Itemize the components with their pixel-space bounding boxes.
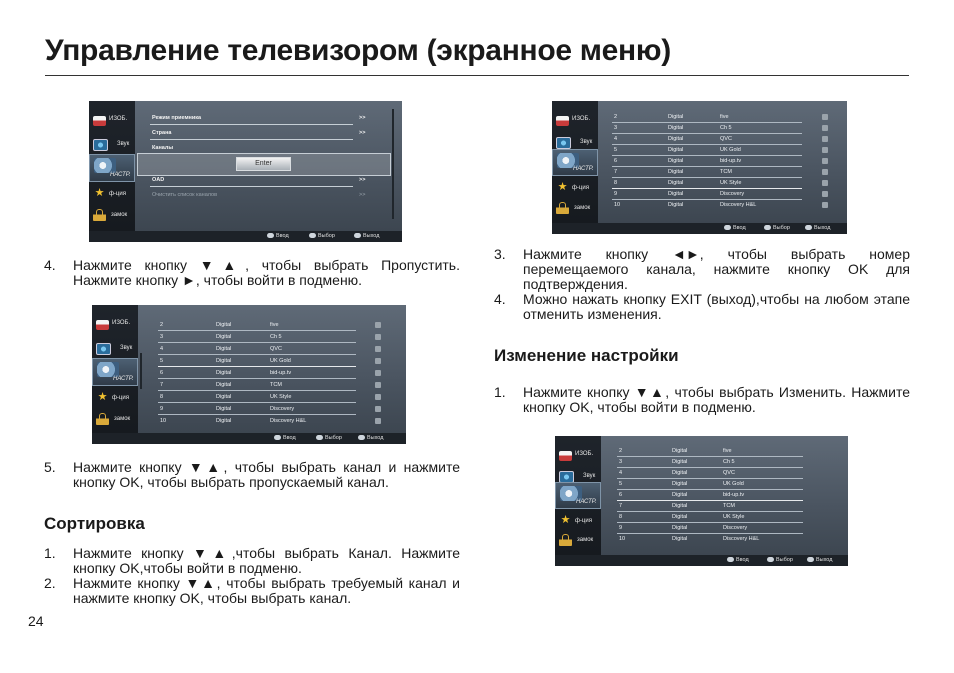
channel-number: 6 bbox=[619, 492, 623, 498]
channel-name: Discovery H&L bbox=[720, 202, 757, 208]
channel-number: 5 bbox=[160, 358, 164, 364]
channel-name: Discovery bbox=[270, 406, 295, 412]
channel-name: Ch 5 bbox=[720, 125, 732, 131]
step-text: Нажмите кнопку ▼▲, чтобы выбрать Пропустить. Нажмите кнопку ►, чтобы войти в подменю. bbox=[73, 257, 460, 288]
sidebar-label: НАСТР. bbox=[110, 172, 131, 178]
sidebar-label: НАСТР. bbox=[576, 499, 597, 505]
sidebar-item-lock[interactable] bbox=[89, 204, 135, 230]
channel-row[interactable] bbox=[552, 200, 847, 211]
channel-row[interactable] bbox=[92, 392, 406, 403]
channel-name: Discovery H&L bbox=[723, 536, 760, 542]
skip-checkbox[interactable] bbox=[375, 406, 381, 412]
channel-row-selected[interactable] bbox=[552, 178, 847, 189]
hint-enter bbox=[727, 557, 749, 563]
lock-icon bbox=[93, 211, 106, 221]
channel-name: bid-up.tv bbox=[723, 492, 745, 498]
title-rule bbox=[45, 75, 909, 76]
channel-type: Digital bbox=[672, 503, 688, 509]
select-key-icon bbox=[764, 225, 771, 230]
channel-name: Discovery H&L bbox=[270, 418, 307, 424]
channel-type: Digital bbox=[668, 169, 684, 175]
steps-skip bbox=[44, 258, 460, 288]
channel-number: 10 bbox=[614, 202, 621, 208]
skip-checkbox[interactable] bbox=[375, 346, 381, 352]
channel-name: Ch 5 bbox=[723, 459, 735, 465]
step-number: 1. bbox=[494, 384, 506, 400]
hint-select bbox=[316, 435, 342, 441]
hint-exit bbox=[358, 435, 383, 441]
sidebar-label: ф-ция bbox=[112, 395, 129, 401]
channel-row[interactable] bbox=[552, 189, 847, 200]
settings-icon bbox=[94, 158, 116, 173]
menu-item-country[interactable] bbox=[89, 127, 402, 142]
menu-item-label: Очистить список каналов bbox=[152, 192, 218, 198]
function-star-icon: ★ bbox=[557, 181, 568, 193]
channel-row[interactable] bbox=[555, 534, 848, 545]
move-checkbox[interactable] bbox=[822, 147, 828, 153]
channel-row[interactable] bbox=[92, 416, 406, 427]
channel-row[interactable] bbox=[555, 446, 848, 457]
skip-checkbox[interactable] bbox=[375, 394, 381, 400]
sidebar-label: ИЗОБ. bbox=[109, 116, 128, 122]
channel-type: Digital bbox=[668, 147, 684, 153]
channel-type: Digital bbox=[668, 136, 684, 142]
channel-number: 10 bbox=[160, 418, 167, 424]
channel-name: UK Style bbox=[270, 394, 292, 400]
channel-number: 8 bbox=[614, 180, 618, 186]
channel-row[interactable] bbox=[92, 404, 406, 415]
skip-checkbox[interactable] bbox=[375, 370, 381, 376]
hint-exit bbox=[354, 233, 379, 239]
channel-number: 8 bbox=[160, 394, 164, 400]
hint-label: Выход bbox=[363, 233, 380, 239]
channel-number: 3 bbox=[619, 459, 623, 465]
channel-number: 9 bbox=[614, 191, 618, 197]
channel-row[interactable] bbox=[555, 468, 848, 479]
channel-type: Digital bbox=[216, 382, 232, 388]
menu-item-clear-channel-list bbox=[89, 189, 402, 204]
channel-row[interactable] bbox=[92, 320, 406, 331]
skip-checkbox[interactable] bbox=[375, 418, 381, 424]
sidebar-label: ИЗОБ. bbox=[575, 451, 594, 457]
step-text: Нажмите кнопку ▼▲, чтобы выбрать Изменить. Нажмите кнопку OK, чтобы войти в подменю. bbox=[523, 384, 910, 415]
enter-key-icon bbox=[727, 557, 734, 562]
channel-name: five bbox=[270, 322, 279, 328]
osd-bottom-bar bbox=[552, 223, 847, 234]
move-checkbox[interactable] bbox=[822, 191, 828, 197]
channel-type: Digital bbox=[672, 514, 688, 520]
steps-move bbox=[494, 247, 910, 322]
channel-name: UK Style bbox=[723, 514, 745, 520]
scrollbar[interactable] bbox=[392, 109, 394, 219]
channel-row[interactable] bbox=[552, 112, 847, 123]
menu-item-receiver-mode[interactable] bbox=[89, 112, 402, 127]
channel-name: Discovery bbox=[723, 525, 748, 531]
channel-row[interactable] bbox=[552, 123, 847, 134]
channel-number: 4 bbox=[619, 470, 623, 476]
channel-type: Digital bbox=[216, 406, 232, 412]
hint-label: Выбор bbox=[773, 225, 790, 231]
sidebar-label: НАСТР. bbox=[113, 376, 134, 382]
channel-name: Ch 5 bbox=[270, 334, 282, 340]
channel-number: 4 bbox=[614, 136, 618, 142]
step-item bbox=[494, 247, 910, 292]
channel-type: Digital bbox=[216, 334, 232, 340]
hint-label: Ввод bbox=[283, 435, 296, 441]
move-checkbox[interactable] bbox=[822, 114, 828, 120]
sidebar-label: Звук bbox=[583, 473, 596, 479]
channel-type: Digital bbox=[216, 418, 232, 424]
exit-key-icon bbox=[805, 225, 812, 230]
channel-type: Digital bbox=[672, 481, 688, 487]
tv-screen-channel-list-move bbox=[552, 101, 847, 234]
channel-row[interactable] bbox=[552, 134, 847, 145]
hint-label: Выход bbox=[367, 435, 384, 441]
section-heading-change: Изменение настройки bbox=[494, 346, 679, 365]
enter-button[interactable]: Enter bbox=[236, 157, 291, 171]
channel-list bbox=[552, 101, 847, 223]
exit-key-icon bbox=[358, 435, 365, 440]
sidebar-label: ИЗОБ. bbox=[572, 116, 591, 122]
hint-label: Выбор bbox=[318, 233, 335, 239]
steps-sort bbox=[44, 546, 460, 606]
hint-enter bbox=[724, 225, 746, 231]
channel-row-selected[interactable] bbox=[555, 490, 848, 501]
step-number: 5. bbox=[44, 459, 56, 475]
hint-label: Ввод bbox=[733, 225, 746, 231]
channel-type: Digital bbox=[672, 492, 688, 498]
sidebar-label: Звук bbox=[120, 345, 133, 351]
channel-row[interactable] bbox=[555, 457, 848, 468]
sidebar-label: НАСТР. bbox=[573, 166, 594, 172]
channel-list bbox=[555, 436, 848, 555]
channel-type: Digital bbox=[216, 322, 232, 328]
tv-screen-setup-menu bbox=[89, 101, 402, 242]
channel-type: Digital bbox=[672, 536, 688, 542]
hint-label: Выход bbox=[814, 225, 831, 231]
hint-label: Ввод bbox=[276, 233, 289, 239]
channel-type: Digital bbox=[668, 202, 684, 208]
channel-row[interactable] bbox=[555, 512, 848, 526]
sidebar-label: замок bbox=[574, 205, 591, 211]
hint-label: Выбор bbox=[776, 557, 793, 563]
submenu-arrow: >> bbox=[359, 192, 366, 198]
channel-row[interactable] bbox=[555, 479, 848, 490]
channel-number: 6 bbox=[160, 370, 164, 376]
channel-number: 5 bbox=[619, 481, 623, 487]
sidebar-label: замок bbox=[577, 537, 594, 543]
step-text: Нажмите кнопку ▼▲, чтобы выбрать требуемый канал и нажмите кнопку OK, чтобы выбрать канал. bbox=[73, 575, 460, 606]
move-checkbox[interactable] bbox=[822, 180, 828, 186]
channel-number: 8 bbox=[619, 514, 623, 520]
channel-row[interactable] bbox=[552, 167, 847, 178]
page-title: Управление телевизором (экранное меню) bbox=[45, 34, 671, 67]
move-checkbox[interactable] bbox=[822, 158, 828, 164]
step-item bbox=[44, 258, 460, 288]
move-checkbox[interactable] bbox=[822, 136, 828, 142]
channel-number: 10 bbox=[619, 536, 626, 542]
step-number: 4. bbox=[494, 291, 506, 307]
step-item bbox=[44, 460, 460, 490]
channel-number: 7 bbox=[160, 382, 164, 388]
hint-select bbox=[764, 225, 790, 231]
enter-key-icon bbox=[274, 435, 281, 440]
sidebar-label: ф-ция bbox=[575, 518, 592, 524]
hint-select bbox=[309, 233, 335, 239]
function-star-icon: ★ bbox=[94, 187, 105, 199]
channel-name: UK Gold bbox=[270, 358, 291, 364]
submenu-arrow: >> bbox=[359, 177, 366, 183]
osd-bottom-bar bbox=[89, 231, 402, 242]
steps-skip-select bbox=[44, 460, 460, 490]
channel-name: UK Gold bbox=[720, 147, 741, 153]
channel-name: UK Style bbox=[720, 180, 742, 186]
channel-type: Digital bbox=[216, 358, 232, 364]
step-number: 3. bbox=[494, 246, 506, 262]
step-number: 2. bbox=[44, 575, 56, 591]
enter-key-icon bbox=[724, 225, 731, 230]
channel-number: 5 bbox=[614, 147, 618, 153]
channel-name: Discovery bbox=[720, 191, 745, 197]
channel-type: Digital bbox=[672, 448, 688, 454]
steps-change bbox=[494, 385, 910, 415]
channel-number: 2 bbox=[614, 114, 618, 120]
channel-type: Digital bbox=[668, 158, 684, 164]
exit-key-icon bbox=[807, 557, 814, 562]
move-checkbox[interactable] bbox=[822, 169, 828, 175]
hint-enter bbox=[274, 435, 296, 441]
channel-type: Digital bbox=[668, 125, 684, 131]
step-number: 4. bbox=[44, 257, 56, 273]
channel-type: Digital bbox=[672, 459, 688, 465]
channel-name: TCM bbox=[723, 503, 735, 509]
channel-type: Digital bbox=[672, 470, 688, 476]
step-item bbox=[494, 385, 910, 415]
channel-type: Digital bbox=[668, 191, 684, 197]
step-item bbox=[44, 546, 460, 576]
osd-bottom-bar bbox=[555, 555, 848, 566]
channel-type: Digital bbox=[668, 180, 684, 186]
select-key-icon bbox=[767, 557, 774, 562]
section-heading-sort: Сортировка bbox=[44, 514, 145, 533]
channel-number: 4 bbox=[160, 346, 164, 352]
skip-checkbox[interactable] bbox=[375, 382, 381, 388]
channel-number: 3 bbox=[614, 125, 618, 131]
channel-number: 9 bbox=[160, 406, 164, 412]
channel-number: 2 bbox=[619, 448, 623, 454]
channel-type: Digital bbox=[216, 346, 232, 352]
step-text: Нажмите кнопку ▼▲,чтобы выбрать Канал. Нажмите кнопку OK,чтобы войти в подменю. bbox=[73, 545, 460, 576]
channel-name: TCM bbox=[270, 382, 282, 388]
select-key-icon bbox=[309, 233, 316, 238]
channel-row[interactable] bbox=[552, 156, 847, 167]
move-checkbox[interactable] bbox=[822, 202, 828, 208]
menu-item-label: OAD bbox=[152, 177, 165, 183]
move-checkbox[interactable] bbox=[822, 125, 828, 131]
skip-checkbox[interactable] bbox=[375, 322, 381, 328]
enter-key-icon bbox=[267, 233, 274, 238]
hint-label: Ввод bbox=[736, 557, 749, 563]
hint-label: Выбор bbox=[325, 435, 342, 441]
submenu-arrow: >> bbox=[359, 115, 366, 121]
channel-name: QVC bbox=[720, 136, 732, 142]
channel-number: 2 bbox=[160, 322, 164, 328]
sidebar-label: Звук bbox=[580, 139, 593, 145]
menu-item-label: Страна bbox=[152, 130, 172, 136]
hint-label: Выход bbox=[816, 557, 833, 563]
channel-row[interactable] bbox=[552, 145, 847, 156]
channel-name: QVC bbox=[270, 346, 282, 352]
step-item bbox=[494, 292, 910, 322]
osd-bottom-bar bbox=[92, 433, 406, 444]
sidebar-label: ф-ция bbox=[572, 185, 589, 191]
page-number: 24 bbox=[28, 613, 44, 629]
channel-type: Digital bbox=[668, 114, 684, 120]
sidebar-label: ф-ция bbox=[109, 191, 126, 197]
channel-name: five bbox=[723, 448, 732, 454]
step-text: Можно нажать кнопку EXIT (выход),чтобы на любом этапе отменить изменения. bbox=[523, 291, 910, 322]
tv-screen-channel-list-edit bbox=[555, 436, 848, 566]
channel-name: five bbox=[720, 114, 729, 120]
sidebar-label: Звук bbox=[117, 141, 130, 147]
step-item bbox=[44, 576, 460, 606]
channel-name: bid-up.tv bbox=[720, 158, 742, 164]
hint-exit bbox=[805, 225, 830, 231]
channel-number: 7 bbox=[614, 169, 618, 175]
channel-name: TCM bbox=[720, 169, 732, 175]
hint-enter bbox=[267, 233, 289, 239]
channel-number: 9 bbox=[619, 525, 623, 531]
function-star-icon: ★ bbox=[560, 514, 571, 526]
channel-row[interactable] bbox=[92, 332, 406, 343]
function-star-icon: ★ bbox=[97, 391, 108, 403]
menu-item-label: Режим приемника bbox=[152, 115, 202, 121]
scrollbar[interactable] bbox=[140, 353, 142, 389]
channel-number: 3 bbox=[160, 334, 164, 340]
select-key-icon bbox=[316, 435, 323, 440]
skip-checkbox[interactable] bbox=[375, 358, 381, 364]
submenu-arrow: >> bbox=[359, 130, 366, 136]
skip-checkbox[interactable] bbox=[375, 334, 381, 340]
channel-type: Digital bbox=[216, 370, 232, 376]
step-number: 1. bbox=[44, 545, 56, 561]
hint-exit bbox=[807, 557, 832, 563]
tv-screen-channel-list-skip bbox=[92, 305, 406, 444]
sidebar-label: замок bbox=[111, 212, 128, 218]
menu-item-label: Каналы bbox=[152, 145, 174, 151]
channel-name: QVC bbox=[723, 470, 735, 476]
channel-row[interactable] bbox=[555, 523, 848, 534]
exit-key-icon bbox=[354, 233, 361, 238]
channel-type: Digital bbox=[672, 525, 688, 531]
channel-number: 7 bbox=[619, 503, 623, 509]
menu-item-oad[interactable] bbox=[89, 174, 402, 189]
channel-row[interactable] bbox=[555, 501, 848, 512]
step-text: Нажмите кнопку ▼▲, чтобы выбрать канал и нажмите кнопку OK, чтобы выбрать пропускаемый канал. bbox=[73, 459, 460, 490]
step-text: Нажмите кнопку ◄►, чтобы выбрать номер перемещаемого канала, нажмите кнопку OK для подтверждения. bbox=[523, 246, 910, 292]
channel-number: 6 bbox=[614, 158, 618, 164]
sidebar-label: ИЗОБ. bbox=[112, 320, 131, 326]
sidebar-label: замок bbox=[114, 416, 131, 422]
hint-select bbox=[767, 557, 793, 563]
channel-name: UK Gold bbox=[723, 481, 744, 487]
channel-type: Digital bbox=[216, 394, 232, 400]
channel-name: bid-up.tv bbox=[270, 370, 292, 376]
